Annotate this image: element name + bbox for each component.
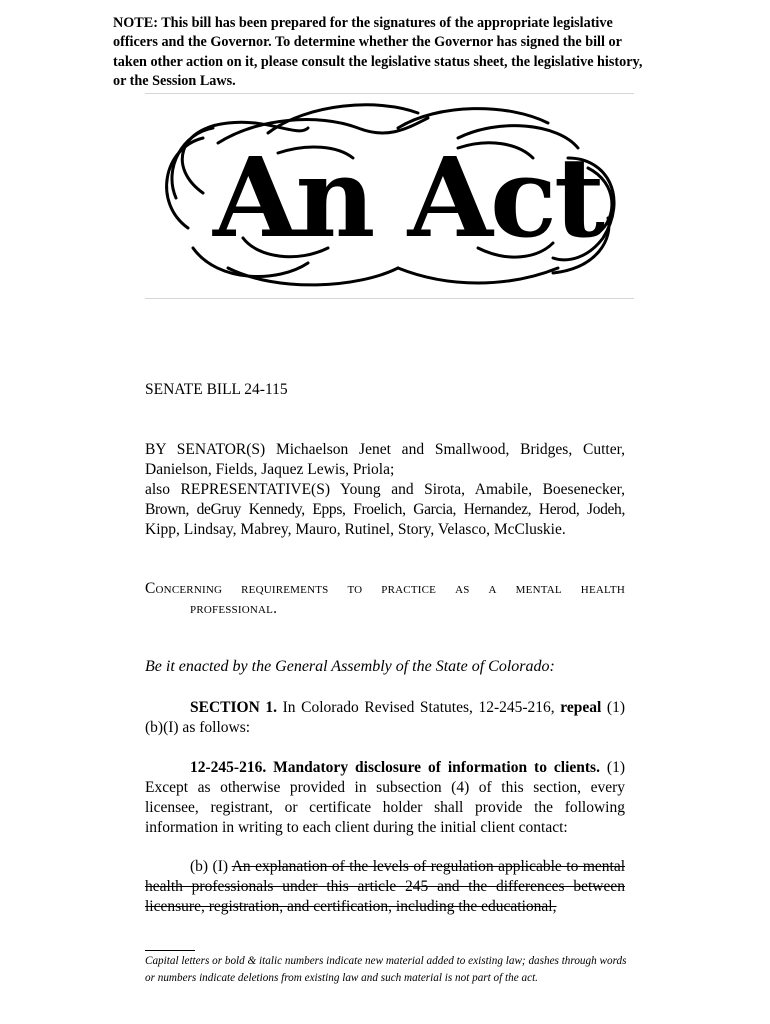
section-1 <box>145 698 625 738</box>
top-divider <box>145 93 634 94</box>
section-text: (1)(b)(I) as follows: <box>145 699 625 736</box>
sponsors-line: Brown, deGruy Kennedy, Epps, Froelich, Garcia, Hernandez, Herod, Jodeh, <box>145 501 625 518</box>
legislative-note: NOTE: This bill has been prepared for the signatures of the appropriate legislative officers and the Governor. To determine whether the Governor has signed the bill or taken other action on it, please consult the legislative status sheet, the legislative history, or the Session Laws. <box>113 15 643 89</box>
repeal-keyword: repeal <box>560 699 602 716</box>
section-heading: SECTION 1. <box>190 699 277 716</box>
statute-heading: 12-245-216. Mandatory disclosure of information to clients. <box>190 759 600 776</box>
sponsors-line: also REPRESENTATIVE(S) Young and Sirota, Amabile, Boesenecker, <box>145 481 625 498</box>
footnote-divider <box>145 950 195 951</box>
an-act-emblem-icon <box>158 98 633 294</box>
bottom-divider <box>145 298 634 299</box>
bill-title-line: professional. <box>190 600 278 617</box>
paragraph-b <box>145 857 625 917</box>
enacting-clause: Be it enacted by the General Assembly of the State of Colorado: <box>145 658 555 675</box>
statute-text <box>145 758 625 838</box>
deleted-text: An explanation of the levels of regulation applicable to mental health professionals under this article 245 and the differences between licensure, registration, and certification, including the educational, <box>145 858 626 915</box>
an-act-logo <box>158 98 633 294</box>
bill-title-line: Concerning requirements to practice as a mental health <box>145 580 625 597</box>
section-text: In Colorado Revised Statutes, 12-245-216, <box>277 699 561 716</box>
paragraph-label: (b) (I) <box>190 858 232 875</box>
statute-body: (1) Except as otherwise provided in subsection (4) of this section, every licensee, registrant, or certificate holder shall provide the following information in writing to each client during the initial client contact: <box>145 759 625 836</box>
bill-title <box>145 579 625 619</box>
footnote: Capital letters or bold & italic numbers indicate new material added to existing law; dashes through words or numbers indicate deletions from existing law and such material is not part of the act. <box>145 955 627 984</box>
bill-number: SENATE BILL 24-115 <box>145 381 288 398</box>
logo-text: An Act <box>213 133 602 262</box>
sponsors-line: Danielson, Fields, Jaquez Lewis, Priola; <box>145 461 395 478</box>
sponsors-block <box>145 440 625 540</box>
sponsors-line: Kipp, Lindsay, Mabrey, Mauro, Rutinel, Story, Velasco, McCluskie. <box>145 521 566 538</box>
sponsors-line: BY SENATOR(S) Michaelson Jenet and Smallwood, Bridges, Cutter, <box>145 441 625 458</box>
